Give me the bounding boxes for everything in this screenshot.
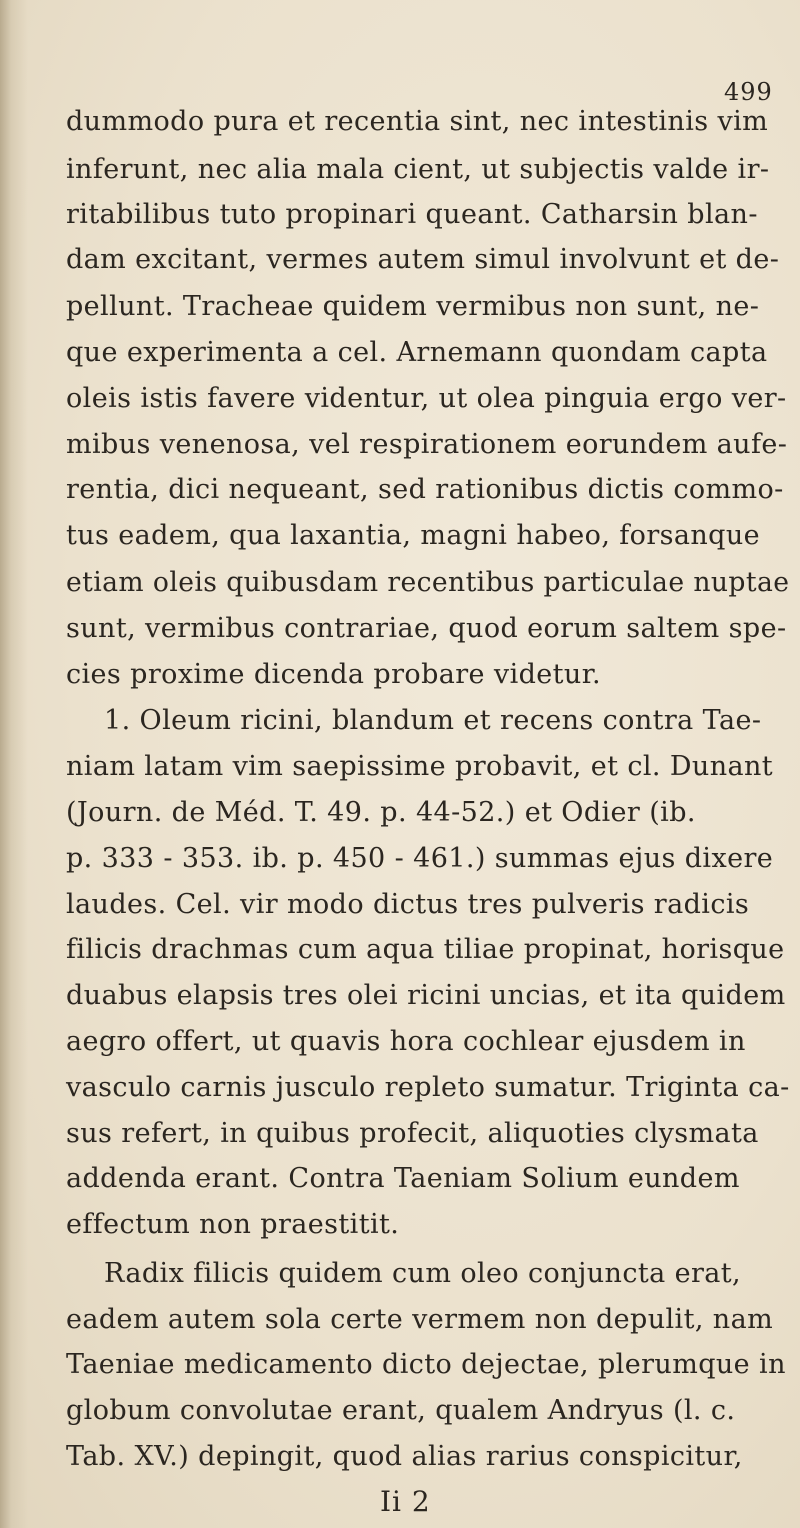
text-line-3: ritabilibus tuto propinari queant. Catharsin blan- (66, 199, 758, 231)
text-line-15: niam latam vim saepissime probavit, et cl. Dunant (66, 751, 774, 783)
text-line-27: eadem autem sola certe vermem non depulit, nam (66, 1303, 774, 1335)
page-number: 499 (724, 78, 773, 106)
text-line-24: addenda erant. Contra Taeniam Solium eundem (66, 1163, 740, 1195)
text-line-6: que experimenta a cel. Arnemann quondam capta (66, 336, 768, 368)
text-line-19: filicis drachmas cum aqua tiliae propinat, horisque (66, 934, 785, 966)
text-line-4: dam excitant, vermes autem simul involvunt et de- (66, 244, 780, 276)
text-line-14: 1. Oleum ricini, blandum et recens contra Tae- (104, 705, 762, 737)
text-line-16: (Journ. de Méd. T. 49. p. 44-52.) et Odier (ib. (66, 796, 696, 828)
text-line-7: oleis istis favere videntur, ut olea pinguia ergo ver- (66, 382, 787, 414)
text-line-17: p. 333 - 353. ib. p. 450 - 461.) summas ejus dixere (66, 842, 774, 874)
text-line-9: rentia, dici nequeant, sed rationibus dictis commo- (66, 474, 784, 506)
text-line-21: aegro offert, ut quavis hora cochlear ejusdem in (66, 1026, 746, 1057)
text-line-20: duabus elapsis tres olei ricini uncias, et ita quidem (66, 980, 786, 1012)
text-line-26: Radix filicis quidem cum oleo conjuncta erat, (104, 1257, 742, 1289)
text-line-5: pellunt. Tracheae quidem vermibus non sunt, ne- (66, 291, 760, 323)
text-line-2: inferunt, nec alia mala cient, ut subjectis valde ir- (66, 153, 770, 185)
text-line-28: Taeniae medicamento dicto dejectae, plerumque in (66, 1349, 786, 1381)
text-line-11: etiam oleis quibusdam recentibus particulae nuptae (66, 566, 790, 598)
text-line-29: globum convolutae erant, qualem Andryus (l. c. (66, 1395, 736, 1427)
page-gutter-shadow (0, 0, 28, 1528)
text-line-1: dummodo pura et recentia sint, nec intestinis vim (66, 106, 769, 137)
text-line-12: sunt, vermibus contrariae, quod eorum saltem spe- (66, 612, 787, 644)
text-line-23: sus refert, in quibus profecit, aliquoties clysmata (66, 1117, 759, 1149)
text-line-10: tus eadem, qua laxantia, magni habeo, forsanque (66, 520, 761, 552)
text-line-22: vasculo carnis jusculo repleto sumatur. Triginta ca- (66, 1071, 790, 1103)
signature-mark: Ii 2 (380, 1485, 431, 1518)
text-line-30: Tab. XV.) depingit, quod alias rarius conspicitur, (66, 1441, 743, 1473)
text-line-25: effectum non praestitit. (66, 1209, 400, 1241)
text-line-13: cies proxime dicenda probare videtur. (66, 658, 602, 690)
text-line-8: mibus venenosa, vel respirationem eorundem aufe- (66, 428, 788, 460)
text-line-18: laudes. Cel. vir modo dictus tres pulveris radicis (66, 888, 750, 920)
